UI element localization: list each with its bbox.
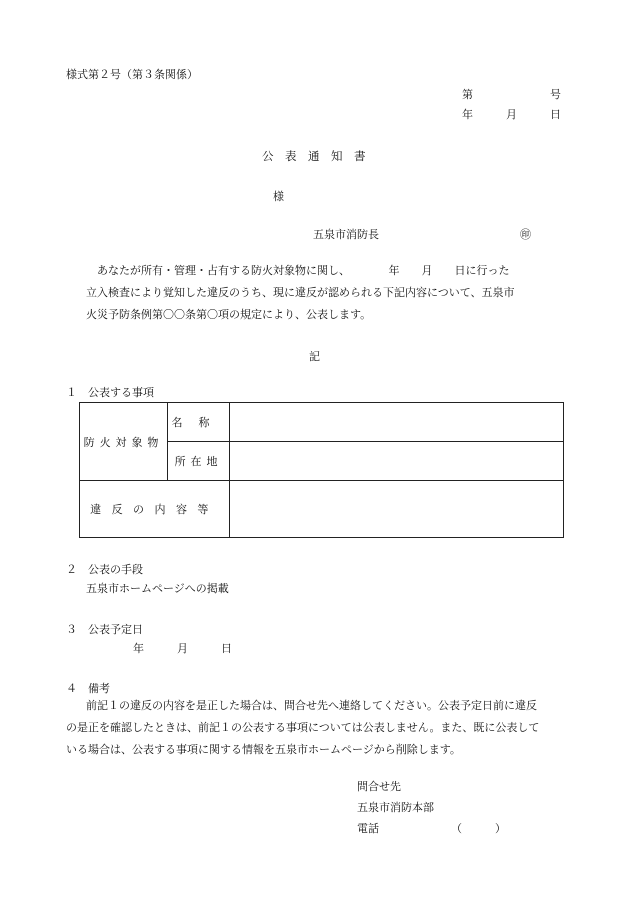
section-1-heading: １ 公表する事項	[66, 386, 154, 399]
addressee: 様	[273, 190, 284, 203]
remarks-line-3: いる場合は、公表する事項に関する情報を五泉市ホームページから削除します。	[66, 743, 461, 756]
body-line-2: 立入検査により覚知した違反のうち、現に違反が認められる下記内容について、五泉市	[86, 286, 515, 299]
contact-phone-number: （ ）	[451, 822, 506, 835]
document-title: 公 表 通 知 書	[262, 149, 366, 163]
violation-label: 違反の内容等	[80, 481, 230, 538]
section-2-content: 五泉市ホームページへの掲載	[86, 582, 229, 595]
facility-label: 防火対象物	[80, 403, 168, 481]
sender: 五泉市消防長	[313, 228, 379, 241]
remarks-line-2: の是正を確認したときは、前記１の公表する事項については公表しません。また、既に公表して	[66, 721, 540, 734]
section-3-heading: ３ 公表予定日	[66, 623, 143, 636]
name-value	[230, 403, 564, 442]
contact-label: 問合せ先	[357, 780, 401, 793]
ki-heading: 記	[309, 350, 320, 363]
document-date: 年 月 日	[462, 108, 561, 121]
remarks-line-1: 前記１の違反の内容を是正した場合は、問合せ先へ連絡してください。公表予定日前に違反	[86, 699, 537, 712]
body-line-1: あなたが所有・管理・占有する防火対象物に関し、 年 月 日に行った	[97, 264, 510, 277]
seal-mark: ㊞	[520, 228, 531, 241]
location-value	[230, 442, 564, 481]
name-label: 名称	[168, 403, 230, 442]
contact-office: 五泉市消防本部	[357, 801, 434, 814]
notice-body	[86, 260, 566, 326]
contact-phone-label: 電話	[357, 822, 379, 835]
document-number: 第 号	[462, 88, 561, 101]
form-label: 様式第２号（第３条関係）	[66, 68, 198, 81]
section-4-heading: ４ 備考	[66, 682, 110, 695]
violation-value	[230, 481, 564, 538]
facility-table	[79, 402, 564, 538]
section-2-heading: ２ 公表の手段	[66, 563, 143, 576]
section-3-date: 年 月 日	[133, 642, 232, 655]
remarks-body	[66, 695, 586, 761]
location-label: 所在地	[168, 442, 230, 481]
body-line-3: 火災予防条例第〇〇条第〇項の規定により、公表します。	[86, 308, 372, 321]
